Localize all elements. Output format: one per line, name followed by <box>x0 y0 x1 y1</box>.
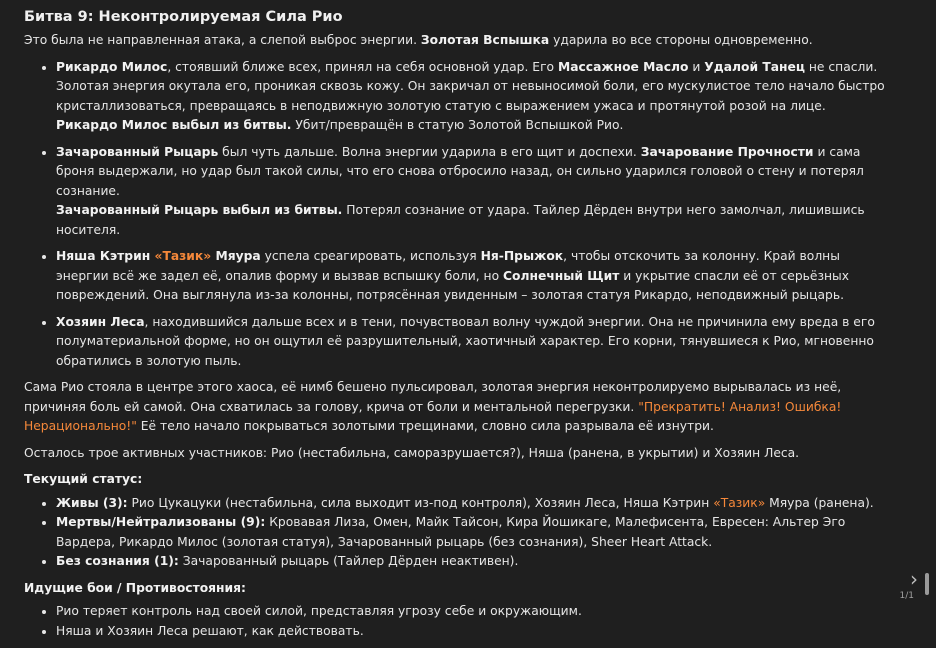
battle-event-item <box>56 58 894 136</box>
rio-quote: "Прекратить! Анализ! Ошибка! Нерационально!" <box>24 399 842 433</box>
bold-term: Няша Кэтрин <box>56 249 155 263</box>
page-count: 1/1 <box>899 591 914 601</box>
status-list <box>24 494 894 572</box>
bold-term: Зачарование Прочности <box>640 144 814 159</box>
bold-term: Ня-Прыжок <box>480 249 564 263</box>
remaining-paragraph: Осталось трое активных участников: Рио (нестабильна, саморазрушается?), Няша (ранена, в укрытии) и Хозяин Леса. <box>24 445 800 460</box>
battle-event-item <box>56 313 894 372</box>
text-run: Потерял сознание от удара. Тайлер Дёрден внутри него замолчал, лишившись носителя. <box>56 203 865 237</box>
bold-term: Живы (3): <box>56 495 128 510</box>
status-item <box>56 552 894 572</box>
intro-paragraph: Это была не направленная атака, а слепой выброс энергии. Золотая Вспышка ударила во все стороны одновременно. <box>24 33 813 47</box>
text-run: Убит/превращён в статую Золотой Вспышкой Рио. <box>291 118 624 132</box>
text-run: , стоявший ближе всех, принял на себя основной удар. Его <box>167 59 558 74</box>
bold-term: Массажное Масло <box>557 59 689 74</box>
bold-term: Мертвы/Нейтрализованы (9): <box>56 515 266 529</box>
scrollbar[interactable] <box>925 573 929 595</box>
battle-event-item <box>56 247 894 306</box>
highlight-term: «Тазик» <box>154 249 212 263</box>
bold-term: Зачарованный Рыцарь выбыл из битвы. <box>56 203 343 217</box>
text-run: Зачарованный рыцарь (Тайлер Дёрден неактивен). <box>178 554 519 568</box>
bold-term: Солнечный Щит <box>503 268 620 283</box>
battle-event-item <box>56 143 894 241</box>
chevron-right-icon[interactable]: › <box>910 567 918 591</box>
text-run: , находившийся дальше всех и в тени, почувствовал волну чуждой энергии. Она не причинила ему вреда в его полуматериальной форме, но он ощутил её разрушительный, хаотичный характер. Его корни, тянувшиеся к Рио, мгновенно обратились в золотую пыль. <box>56 314 875 368</box>
text-run: и сама броня выдержали, но удар был такой силы, что его снова отбросило назад, он сильно ударился головой о стену и потерял сознание. <box>56 144 864 198</box>
bold-term: Рикардо Милос <box>56 59 168 74</box>
bold-term: Рикардо Милос выбыл из битвы. <box>56 118 292 132</box>
text-run: и укрытие спасли её от серьёзных повреждений. Она выглянула из-за колонны, потрясённая увиденным – золотая статуя Рикардо, неподвижный рыцарь. <box>56 268 850 302</box>
text-run: Мяура (ранена). <box>765 495 874 510</box>
text-run: не спасли. Золотая энергия окутала его, проникая сквозь кожу. Он закричал от невыносимой боли, его мускулистое тело начало быстро кристаллизоваться, превращаясь в неподвижную золотую статую с выражением ужаса и протянутой розой на лице. <box>56 59 885 113</box>
status-item <box>56 513 894 552</box>
highlight-term: «Тазик» <box>713 495 766 510</box>
text-run: успела среагировать, используя <box>260 249 481 263</box>
fight-item: • Няша и Хозяин Леса решают, как действовать. <box>56 622 894 642</box>
bold-term: Зачарованный Рыцарь <box>56 144 219 159</box>
status-heading: Текущий статус: <box>24 472 143 486</box>
text-run: был чуть дальше. Волна энергии ударила в его щит и доспехи. <box>218 144 641 159</box>
bold-term: Без сознания (1): <box>56 554 179 568</box>
rio-paragraph: Сама Рио стояла в центре этого хаоса, её нимб бешено пульсировал, золотая энергия неконтролируемо вырывалась из неё, причиняя боль ей самой. Она схватилась за голову, крича от боли и ментальной перегрузки. "Прекратить! Анализ! Ошибка! Нерационально!" Её тело начало покрываться золотыми трещинами, словно сила разрывала её изнутри. <box>24 380 842 433</box>
fights-heading: Идущие бои / Противостояния: <box>24 580 246 595</box>
battle-title: Битва 9: Неконтролируемая Сила Рио <box>24 9 343 25</box>
bold-term: Хозяин Леса <box>56 314 145 329</box>
bold-term: Удалой Танец <box>704 59 805 74</box>
status-item <box>56 494 894 514</box>
battle-events-list <box>24 58 894 372</box>
fights-list <box>24 602 894 641</box>
text-run: , чтобы отскочить за колонну. Край волны энергии всё же задел её, опалив форму и вызвав вспышку боли, но <box>56 249 840 283</box>
bold-term: Мяура <box>211 249 261 263</box>
fight-item: • Рио теряет контроль над своей силой, представляя угрозу себе и окружающим. <box>56 602 894 622</box>
text-run: и <box>688 59 705 74</box>
message-content <box>24 6 894 648</box>
text-run: Кровавая Лиза, Омен, Майк Тайсон, Кира Йошикаге, Малефисента, Евресен: Альтер Эго Вардера, Рикардо Милос (золотая статуя), Зачарованный рыцарь (без сознания), Sheer Heart Attack. <box>56 515 846 549</box>
text-run: Рио Цукацуки (нестабильна, сила выходит из-под контроля), Хозяин Леса, Няша Кэтрин <box>127 495 714 510</box>
